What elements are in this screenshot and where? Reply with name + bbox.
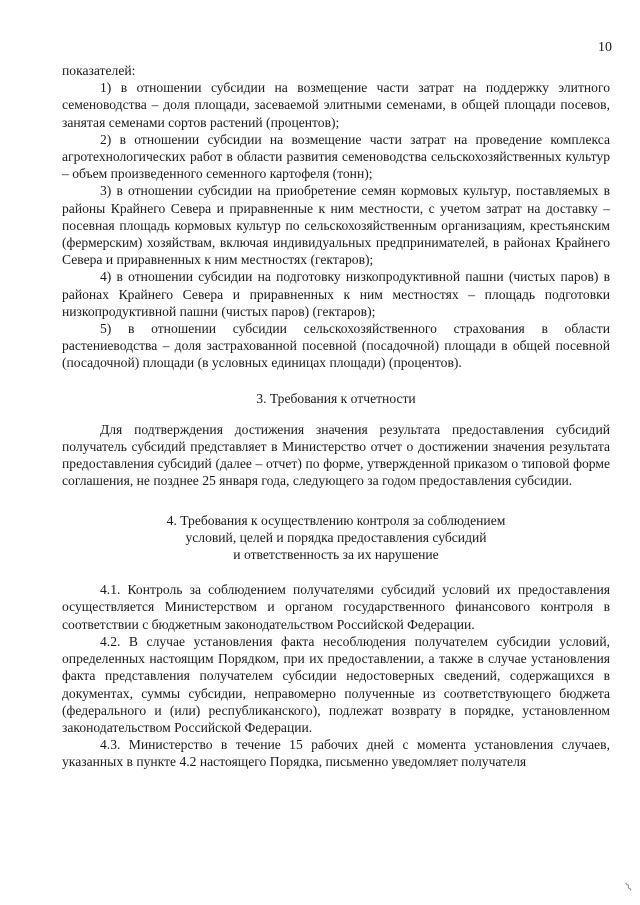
section-4-title-line: условий, целей и порядка предоставления субсидий [185,529,487,545]
paragraph-4-3: 4.3. Министерство в течение 15 рабочих дней с момента установления случаев, указанных в пункте 4.2 настоящего Порядка, письменно уведомляет получателя [62,737,610,770]
paragraph-4-1: 4.1. Контроль за соблюдением получателями субсидий условий их предоставления осуществляется Министерством и органом государственного финансового контроля в соответствии с бюджетным законодательством Российской Федерации. [62,582,610,632]
paragraph-item-1: 1) в отношении субсидии на возмещение части затрат на поддержку элитного семеноводства – доля площади, засеваемой элитными семенами, в общей площади посевов, занятая семенами сортов растений (процентов); [62,80,610,130]
paragraph-item-3: 3) в отношении субсидии на приобретение семян кормовых культур, поставляемых в районы Крайнего Севера и приравненные к ним местности, с учетом затрат на доставку – посевная площадь кормовых культур по сельскохозяйственным организациям, крестьянским (фермерским) хозяйствам, включая индивидуальных предпринимателей, в районах Крайнего Севера и приравненных к ним местностях (гектаров); [62,183,610,268]
section-4-title-line: 4. Требования к осуществлению контроля за соблюдением [166,512,506,528]
paragraph-4-2: 4.2. В случае установления факта несоблюдения получателем субсидии условий, определенных настоящим Порядком, при их предоставлении, а также в случае установления факта представления получателем субсидии недостоверных сведений, содержащихся в документах, суммы субсидии, неправомерно полученные из соответствующего бюджета (федерального и (или) республиканского), подлежат возврату в порядке, установленном законодательством Российской Федерации. [62,633,610,735]
section-4-title-line: и ответственность за их нарушение [233,547,439,563]
corner-mark-icon: ⌇ [622,879,635,895]
paragraph-item-5: 5) в отношении субсидии сельскохозяйственного страхования в области растениеводства – доля застрахованной посевной (посадочной) площади в общей посевной (посадочной) площади (в условных единицах площади) (процентов). [62,321,610,371]
page-number: 10 [598,40,612,55]
paragraph-item-2: 2) в отношении субсидии на возмещение части затрат на проведение комплекса агротехнологических работ в области развития семеноводства сельскохозяйственных культур – объем произведенного семенного картофеля (тонн); [62,131,610,182]
document-body [62,62,610,771]
paragraph-intro: показателей: [62,63,136,78]
paragraph-item-4: 4) в отношении субсидии на подготовку низкопродуктивной пашни (чистых паров) в районах Крайнего Севера и приравненных к ним местностях – площадь подготовки низкопродуктивной пашни (чистых паров) (гектаров); [62,269,610,319]
section-4-title [62,512,610,564]
section-3-title: 3. Требования к отчетности [256,390,416,406]
section-3-text: Для подтверждения достижения значения результата предоставления субсидий получатель субсидий представляет в Министерство отчет о достижении значения результата предоставления субсидий (далее – отчет) по форме, утвержденной приказом о типовой форме соглашения, не позднее 25 января года, следующего за годом предоставления субсидии. [62,421,610,489]
